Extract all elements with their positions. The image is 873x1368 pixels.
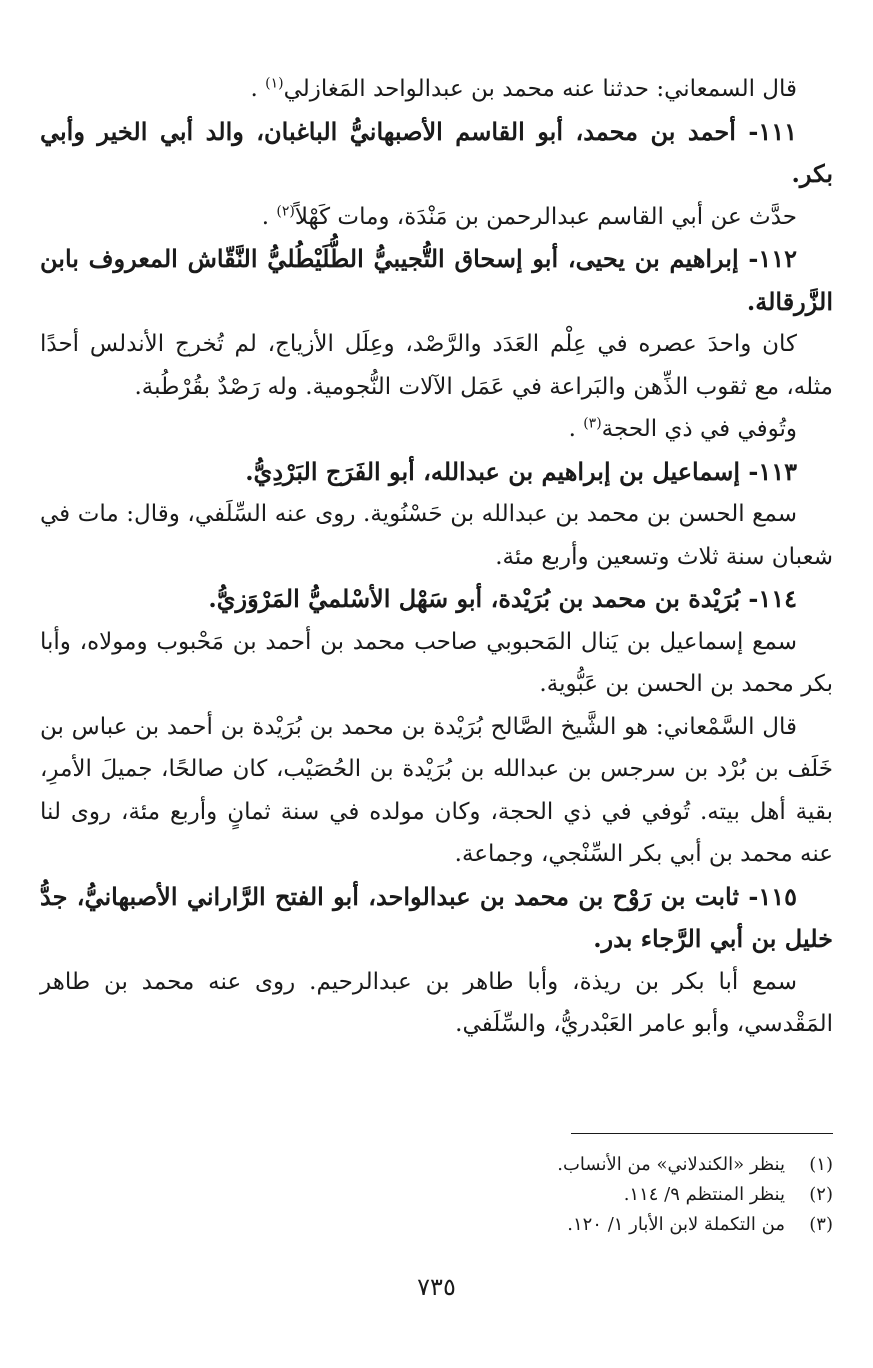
paragraph-3-tail: . xyxy=(261,203,270,230)
footnote-1 xyxy=(40,1150,833,1180)
entry-113: ١١٣- إسماعيل بن إبراهيم بن عبدالله، أبو الفَرَج البَرْدِيُّ. xyxy=(245,456,797,486)
paragraph-6 xyxy=(40,408,833,451)
footnote-ref-2[interactable]: (٢) xyxy=(276,202,295,219)
footnote-3-text: من التكملة لابن الأبار ١/ ١٢٠. xyxy=(567,1214,785,1235)
footnote-3-number: (٣) xyxy=(809,1214,833,1235)
paragraph-6-tail: . xyxy=(568,416,576,442)
footnote-1-number: (١) xyxy=(809,1154,833,1175)
footnote-2 xyxy=(40,1180,833,1210)
paragraph-1 xyxy=(40,68,833,111)
main-text xyxy=(40,68,833,1046)
footnote-divider xyxy=(571,1133,833,1134)
paragraph-13: سمع أبا بكر بن ريذة، وأبا طاهر بن عبدالرحيم. روى عنه محمد بن طاهر المَقْدسي، وأبو عامر العَبْدريُّ، والسِّلَفي. xyxy=(40,968,833,1037)
paragraph-10: سمع إسماعيل بن يَنال المَحبوبي صاحب محمد بن أحمد بن مَحْبوب ومولاه، وأبا بكر محمد بن الحسن بن عَبُّوية. xyxy=(40,628,833,697)
paragraph-3 xyxy=(40,196,833,239)
paragraph-1-tail: . xyxy=(250,76,258,102)
footnote-1-text: ينظر «الكندلاني» من الأنساب. xyxy=(557,1154,785,1175)
paragraph-3-text: حدَّث عن أبي القاسم عبدالرحمن بن مَنْدَة، ومات كَهْلاً xyxy=(294,203,797,230)
entry-115: ١١٥- ثابت بن رَوْح بن محمد بن عبدالواحد، أبو الفتح الرَّاراني الأصبهانيُّ، جدُّ خليل بن أبي الرَّجاء بدر. xyxy=(40,881,833,953)
entry-111: ١١١- أحمد بن محمد، أبو القاسم الأصبهانيُّ الباغبان، والد أبي الخير وأبي بكر. xyxy=(40,116,833,188)
footnote-2-text: ينظر المنتظم ٩/ ١١٤. xyxy=(623,1184,785,1205)
page-number: ٧٣٥ xyxy=(417,1273,456,1301)
paragraph-5: كان واحدَ عصره في عِلْم العَدَد والرَّصْد، وعِلَل الأزياج، لم تُخرج الأندلس أحدًا مثله، مع ثقوب الذِّهن والبَراعة في عَمَل الآلات النُّجومية. وله رَصْدٌ بقُرْطُبة. xyxy=(40,331,833,400)
entry-112: ١١٢- إبراهيم بن يحيى، أبو إسحاق التُّجيبيُّ الطُّلَيْطُليُّ النَّقّاش المعروف بابن الزَّرقالة. xyxy=(40,244,833,316)
paragraph-11: قال السَّمْعاني: هو الشَّيخ الصَّالح بُرَيْدة بن محمد بن بُرَيْدة بن أحمد بن عباس بن خَلَف بن بُرْد بن سرجس بن عبدالله بن بُرَيْدة بن الحُصَيْب، كان صالحًا، جميلَ الأمرِ، بقية أهل بيته. تُوفي في ذي الحجة، وكان مولده في سنة ثمانٍ وأربع مئة، روى لنا عنه محمد بن أبي بكر السِّنْجي، وجماعة. xyxy=(40,713,833,867)
paragraph-1-text: قال السمعاني: حدثنا عنه محمد بن عبدالواحد المَغازلي xyxy=(283,76,797,102)
footnote-ref-1[interactable]: (١) xyxy=(265,75,284,92)
footnote-3 xyxy=(40,1210,833,1240)
footnote-2-number: (٢) xyxy=(809,1184,833,1205)
entry-114: ١١٤- بُرَيْدة بن محمد بن بُرَيْدة، أبو سَهْل الأسْلميُّ المَرْوَزيُّ. xyxy=(208,584,797,613)
footnotes xyxy=(40,1150,833,1240)
paragraph-6-text: وتُوفي في ذي الحجة xyxy=(601,416,797,442)
paragraph-8: سمع الحسن بن محمد بن عبدالله بن حَسْنُوية. روى عنه السِّلَفي، وقال: مات في شعبان سنة ثلاث وتسعين وأربع مئة. xyxy=(40,501,833,570)
footnote-ref-3[interactable]: (٣) xyxy=(583,415,602,432)
